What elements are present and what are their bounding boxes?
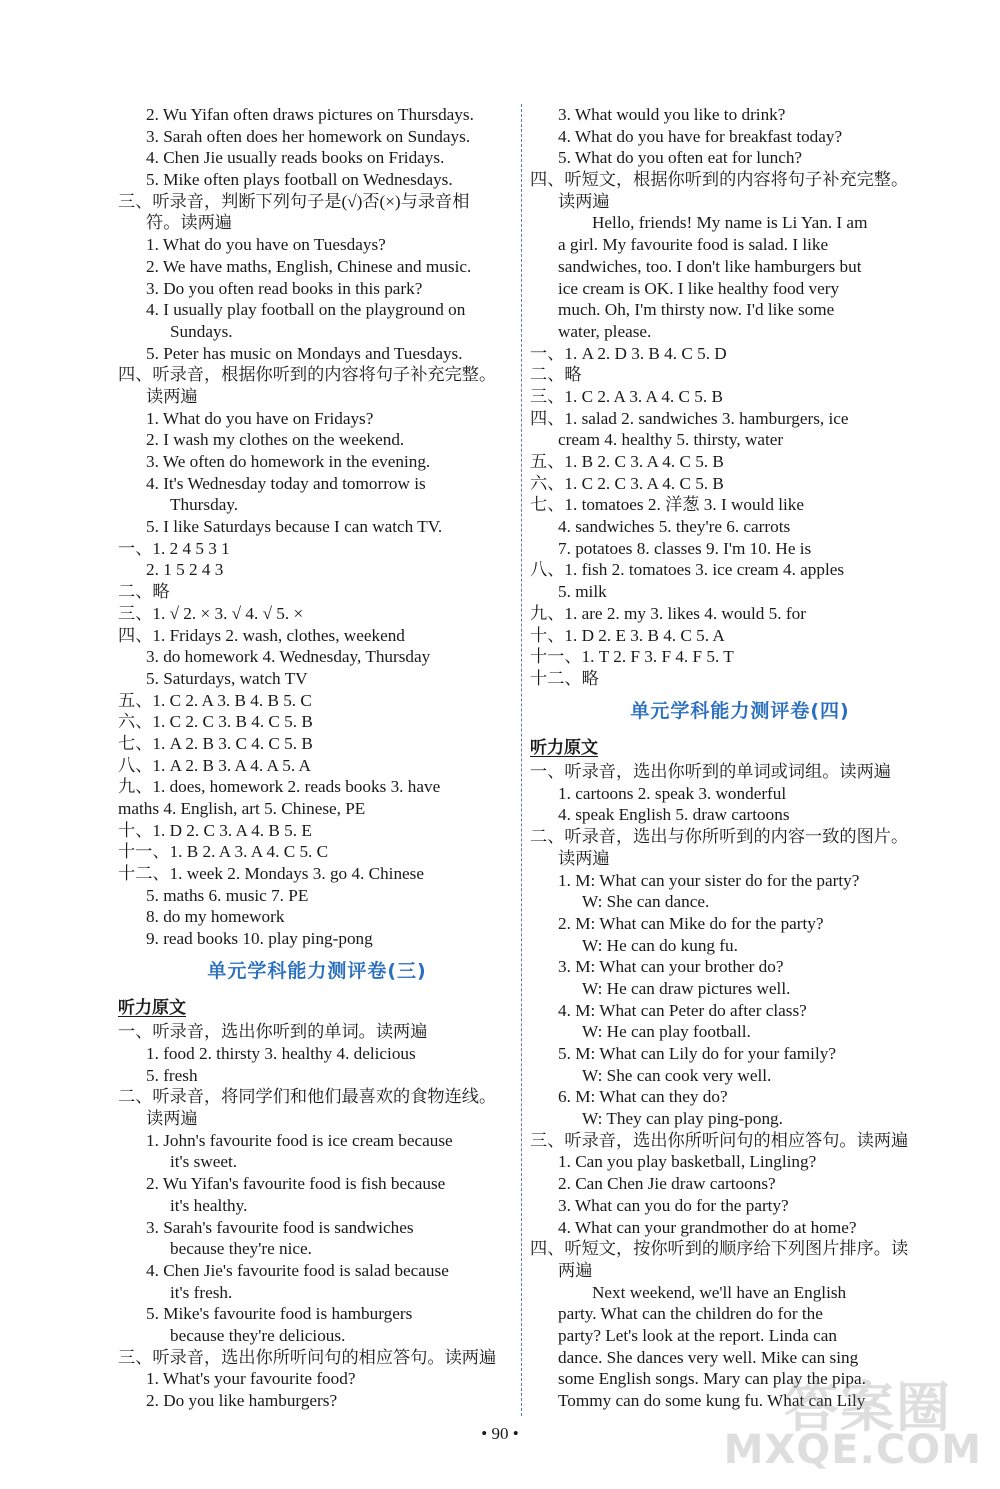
text-line: 1. Can you play basketball, Lingling? bbox=[558, 1152, 817, 1172]
text-line: 符。读两遍 bbox=[146, 213, 232, 233]
question-line: 十二、略 bbox=[530, 668, 599, 688]
text-line: 4. sandwiches 5. they're 6. carrots bbox=[558, 517, 791, 537]
question-line: 十一、1. T 2. F 3. F 4. F 5. T bbox=[530, 647, 734, 667]
question-line: 十一、1. B 2. A 3. A 4. C 5. C bbox=[118, 842, 329, 862]
text-line: 7. potatoes 8. classes 9. I'm 10. He is bbox=[558, 538, 812, 558]
text-line: party. What can the children do for the bbox=[558, 1304, 823, 1324]
text-line: 9. read books 10. play ping-pong bbox=[146, 929, 373, 949]
question-line: 四、听录音，根据你听到的内容将句子补充完整。 bbox=[118, 365, 497, 385]
text-line: 3. do homework 4. Wednesday, Thursday bbox=[146, 647, 431, 667]
text-line: 1. M: What can your sister do for the party? bbox=[558, 870, 860, 890]
question-line: 三、1. C 2. A 3. A 4. C 5. B bbox=[530, 386, 723, 406]
text-line: 2. Do you like hamburgers? bbox=[146, 1391, 338, 1410]
question-line: 二、听录音，选出与你所听到的内容一致的图片。 bbox=[530, 827, 909, 847]
question-line: 十、1. D 2. C 3. A 4. B 5. E bbox=[118, 820, 312, 840]
text-line: 4. Chen Jie's favourite food is salad because bbox=[146, 1260, 449, 1280]
text-line: 3. M: What can your brother do? bbox=[558, 957, 784, 977]
text-line: 1. John's favourite food is ice cream because bbox=[146, 1130, 453, 1150]
question-line: 三、听录音，选出你所听问句的相应答句。读两遍 bbox=[118, 1347, 497, 1367]
question-line: 八、1. fish 2. tomatoes 3. ice cream 4. apples bbox=[530, 560, 845, 580]
text-line: W: He can do kung fu. bbox=[582, 935, 738, 955]
text-line: 读两遍 bbox=[146, 1109, 198, 1129]
subsection-title: 听力原文 bbox=[118, 998, 186, 1019]
text-line: 2. 1 5 2 4 3 bbox=[146, 560, 224, 580]
text-line: 4. speak English 5. draw cartoons bbox=[558, 805, 790, 825]
text-line: 3. Sarah often does her homework on Sundays. bbox=[146, 126, 471, 146]
text-line: 5. Mike often plays football on Wednesdays. bbox=[146, 170, 453, 190]
text-line: 5. fresh bbox=[146, 1065, 198, 1085]
text-line: 4. What do you have for breakfast today? bbox=[558, 126, 843, 146]
section-title: 单元学科能力测评卷(三) bbox=[207, 959, 427, 982]
text-line: a girl. My favourite food is salad. I like bbox=[558, 235, 829, 255]
text-line: 5. Peter has music on Mondays and Tuesdays. bbox=[146, 343, 463, 363]
text-line: 3. Do you often read books in this park? bbox=[146, 278, 423, 298]
text-line: because they're delicious. bbox=[170, 1325, 346, 1345]
text-line: 3. What can you do for the party? bbox=[558, 1195, 789, 1215]
text-line: W: She can dance. bbox=[582, 892, 710, 912]
text-line: 2. Wu Yifan's favourite food is fish because bbox=[146, 1174, 446, 1194]
question-line: 四、1. Fridays 2. wash, clothes, weekend bbox=[118, 625, 405, 645]
text-line: Thursday. bbox=[170, 495, 239, 515]
text-line: 6. M: What can they do? bbox=[558, 1087, 728, 1107]
question-line: 四、1. salad 2. sandwiches 3. hamburgers, ice bbox=[530, 408, 849, 428]
text-line: 5. I like Saturdays because I can watch TV. bbox=[146, 517, 443, 537]
text-line: 1. What do you have on Tuesdays? bbox=[146, 235, 386, 255]
question-line: 五、1. B 2. C 3. A 4. C 5. B bbox=[530, 452, 724, 471]
text-line: 3. We often do homework in the evening. bbox=[146, 452, 431, 471]
question-line: 二、略 bbox=[118, 582, 170, 602]
question-line: 七、1. tomatoes 2. 洋葱 3. I would like bbox=[530, 495, 805, 515]
text-line: because they're nice. bbox=[170, 1239, 312, 1259]
text-line: W: They can play ping-pong. bbox=[582, 1109, 783, 1129]
text-line: 5. M: What can Lily do for your family? bbox=[558, 1044, 836, 1063]
text-line: 1. cartoons 2. speak 3. wonderful bbox=[558, 783, 787, 803]
text-line: 4. Chen Jie usually reads books on Fridays. bbox=[146, 148, 445, 168]
text-line: 两遍 bbox=[558, 1260, 593, 1280]
text-line: water, please. bbox=[558, 321, 652, 341]
text-line: 2. Wu Yifan often draws pictures on Thursdays. bbox=[146, 105, 474, 124]
question-line: 八、1. A 2. B 3. A 4. A 5. A bbox=[118, 755, 311, 775]
text-line: cream 4. healthy 5. thirsty, water bbox=[558, 430, 784, 450]
question-line: 十、1. D 2. E 3. B 4. C 5. A bbox=[530, 625, 725, 645]
text-line: 5. Mike's favourite food is hamburgers bbox=[146, 1304, 413, 1324]
text-line: 5. maths 6. music 7. PE bbox=[146, 885, 309, 905]
text-line: 5. What do you often eat for lunch? bbox=[558, 148, 803, 168]
text-line: some English songs. Mary can play the pipa. bbox=[558, 1369, 866, 1389]
question-line: 一、1. A 2. D 3. B 4. C 5. D bbox=[530, 343, 727, 363]
text-line: it's healthy. bbox=[170, 1195, 248, 1215]
text-line: 1. food 2. thirsty 3. healthy 4. delicious bbox=[146, 1044, 416, 1063]
text-line: 读两遍 bbox=[146, 386, 198, 406]
text-line: 读两遍 bbox=[558, 848, 610, 868]
question-line: 十二、1. week 2. Mondays 3. go 4. Chinese bbox=[118, 864, 425, 884]
question-line: 九、1. does, homework 2. reads books 3. have bbox=[118, 777, 441, 797]
text-line: Next weekend, we'll have an English bbox=[592, 1282, 847, 1302]
column-divider bbox=[521, 104, 522, 1416]
text-line: party? Let's look at the report. Linda can bbox=[558, 1325, 837, 1345]
text-line: W: She can cook very well. bbox=[582, 1065, 772, 1085]
question-line: 三、听录音，判断下列句子是(√)否(×)与录音相 bbox=[118, 191, 470, 211]
text-line: 1. What do you have on Fridays? bbox=[146, 408, 374, 428]
text-line: 8. do my homework bbox=[146, 907, 285, 927]
text-line: it's fresh. bbox=[170, 1282, 233, 1302]
text-line: 2. M: What can Mike do for the party? bbox=[558, 913, 824, 933]
text-line: dance. She dances very well. Mike can sing bbox=[558, 1347, 859, 1367]
left-column bbox=[118, 104, 516, 1412]
subsection-title: 听力原文 bbox=[530, 738, 598, 759]
text-line: much. Oh, I'm thirsty now. I'd like some bbox=[558, 300, 835, 320]
text-line: 4. I usually play football on the playground on bbox=[146, 300, 466, 320]
question-line: 一、听录音，选出你听到的单词。读两遍 bbox=[118, 1022, 428, 1042]
question-line: 二、略 bbox=[530, 365, 582, 385]
text-line: Tommy can do some kung fu. What can Lily bbox=[558, 1391, 866, 1410]
text-line: 3. Sarah's favourite food is sandwiches bbox=[146, 1217, 414, 1237]
question-line: 六、1. C 2. C 3. B 4. C 5. B bbox=[118, 712, 313, 732]
question-line: 三、1. √ 2. × 3. √ 4. √ 5. × bbox=[118, 603, 304, 623]
question-line: 一、听录音，选出你听到的单词或词组。读两遍 bbox=[530, 762, 891, 782]
text-line: 读两遍 bbox=[558, 191, 610, 211]
text-line: 4. What can your grandmother do at home? bbox=[558, 1217, 857, 1237]
text-line: Hello, friends! My name is Li Yan. I am bbox=[592, 213, 868, 233]
watermark-logo bbox=[723, 1365, 982, 1475]
text-line: 3. What would you like to drink? bbox=[558, 105, 786, 124]
text-line: 1. What's your favourite food? bbox=[146, 1369, 356, 1389]
text-line: Sundays. bbox=[170, 321, 233, 341]
question-line: 一、1. 2 4 5 3 1 bbox=[118, 538, 230, 558]
text-line: 4. It's Wednesday today and tomorrow is bbox=[146, 473, 426, 493]
question-line: 六、1. C 2. C 3. A 4. C 5. B bbox=[530, 473, 724, 493]
question-line: 三、听录音，选出你所听问句的相应答句。读两遍 bbox=[530, 1130, 909, 1150]
question-line: maths 4. English, art 5. Chinese, PE bbox=[118, 799, 366, 818]
text-line: 2. We have maths, English, Chinese and music. bbox=[146, 256, 472, 276]
watermark-text: 答案圈 bbox=[784, 1376, 952, 1439]
text-line: W: He can play football. bbox=[582, 1022, 751, 1042]
watermark-url: MXQE.COM bbox=[723, 1427, 982, 1473]
text-line: sandwiches, too. I don't like hamburgers but bbox=[558, 256, 862, 276]
text-line: 4. M: What can Peter do after class? bbox=[558, 1000, 807, 1020]
question-line: 五、1. C 2. A 3. B 4. B 5. C bbox=[118, 690, 312, 710]
question-line: 四、听短文，按你听到的顺序给下列图片排序。读 bbox=[530, 1239, 909, 1259]
section-title: 单元学科能力测评卷(四) bbox=[630, 699, 850, 722]
page-number: • 90 • bbox=[481, 1424, 519, 1443]
question-line: 七、1. A 2. B 3. C 4. C 5. B bbox=[118, 733, 313, 753]
question-line: 九、1. are 2. my 3. likes 4. would 5. for bbox=[530, 603, 806, 623]
question-line: 二、听录音，将同学们和他们最喜欢的食物连线。 bbox=[118, 1087, 497, 1107]
right-column bbox=[530, 104, 950, 1412]
text-line: 2. Can Chen Jie draw cartoons? bbox=[558, 1174, 776, 1194]
question-line: 四、听短文，根据你听到的内容将句子补充完整。 bbox=[530, 170, 909, 190]
text-line: W: He can draw pictures well. bbox=[582, 978, 791, 998]
text-line: it's sweet. bbox=[170, 1152, 238, 1172]
text-line: 2. I wash my clothes on the weekend. bbox=[146, 430, 405, 450]
text-line: 5. Saturdays, watch TV bbox=[146, 668, 308, 688]
text-line: 5. milk bbox=[558, 582, 607, 602]
text-line: ice cream is OK. I like healthy food very bbox=[558, 278, 840, 298]
